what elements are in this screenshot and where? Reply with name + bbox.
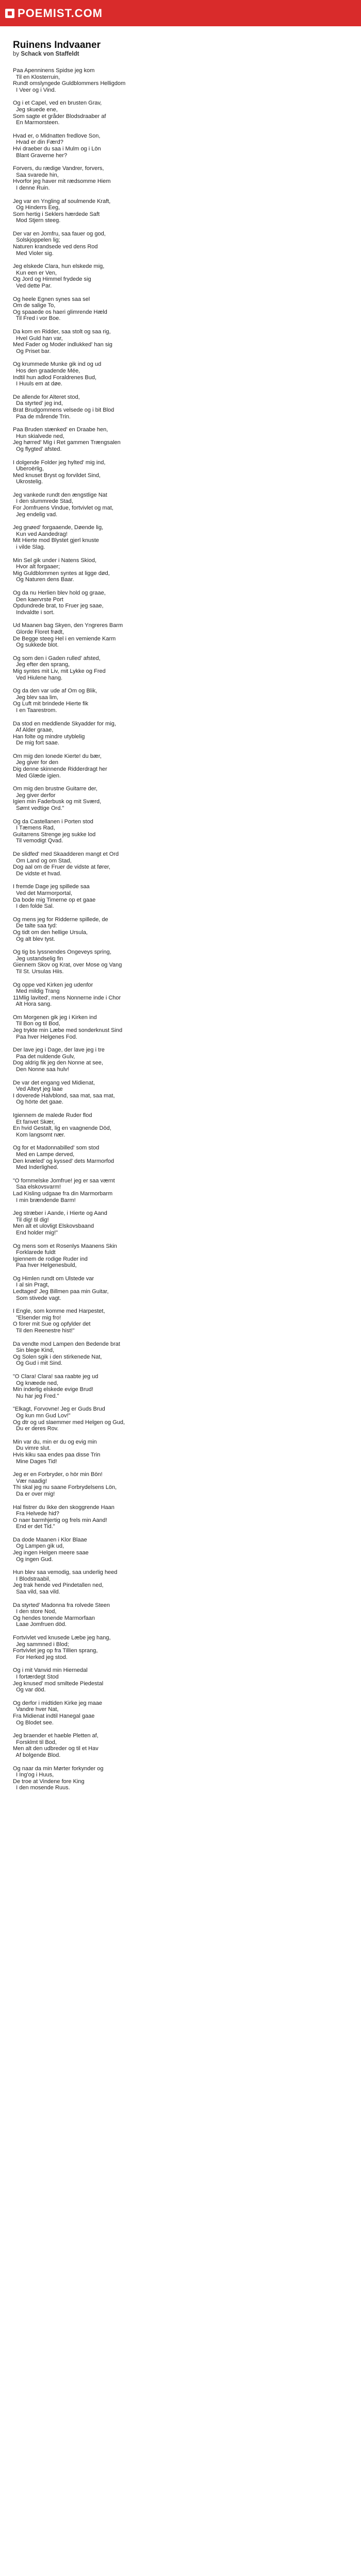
poem-line: Paa Apenninens Spidse jeg kom xyxy=(13,67,95,74)
poem-line: Om mig den brustne Guitarre der, xyxy=(13,786,97,792)
poem-line: I den slummrede Stad, xyxy=(13,498,73,505)
poem-line: "O Clara! Clara! saa raabte jeg ud xyxy=(13,1374,99,1380)
poem-line: Du er deres Rov. xyxy=(13,1426,59,1432)
poem-line: Den kaervrste Port xyxy=(13,596,63,603)
poem-stanza xyxy=(13,1700,361,1726)
poem-stanza xyxy=(13,198,361,224)
poem-line: Og hendes tonende Marmorfaan xyxy=(13,1615,95,1621)
poem-stanza xyxy=(13,851,361,877)
poem-stanza xyxy=(13,1635,361,1660)
poem-line: Og kun mn Gud Lov!" xyxy=(13,1412,71,1419)
poem-stanza xyxy=(13,917,361,942)
poem-line: Paa hver Helgenesbuld, xyxy=(13,1262,77,1269)
poem-line: Som stivede vagt. xyxy=(13,1295,61,1301)
poem-line: Og Solen sgik i den stirkenede Nat, xyxy=(13,1353,102,1360)
poem-line: Jeg trykte min Læbe med sonderknust Sind xyxy=(13,1027,123,1034)
poem-line: Og alt blev tyst. xyxy=(13,936,55,942)
poem-stanza xyxy=(13,394,361,420)
poem-line: Med knuset Bryst og forvildet Sind, xyxy=(13,472,101,479)
poem-line: I Blodstraabil, xyxy=(13,1575,51,1582)
poem-stanza xyxy=(13,1112,361,1138)
poem-line: Jeg ustandselig fin xyxy=(13,955,63,962)
poem-stanza xyxy=(13,1537,361,1563)
poem-line: Hvor alt forgaaer; xyxy=(13,564,60,570)
poem-stanza xyxy=(13,1667,361,1693)
poem-line: Om de salige To, xyxy=(13,302,56,309)
poem-line: Til den Reenestre hist!" xyxy=(13,1328,75,1334)
poem-stanza xyxy=(13,100,361,126)
poem-line: Som sagte et gråder Blodsdraaber af xyxy=(13,113,106,120)
poem-line: Solskjoppelen lig; xyxy=(13,237,60,244)
poem-line: Og da nu Herlien blev hold og graae, xyxy=(13,590,106,596)
poem-line: Dog aldrig fik jeg den Nonne at see, xyxy=(13,1060,103,1066)
poem-line: Og krummede Munke gik ind og ud xyxy=(13,361,102,368)
poem-stanza xyxy=(13,231,361,257)
poem-line: I Tæmens Rad, xyxy=(13,825,55,832)
poem-line: Da styrted' jeg ind, xyxy=(13,400,63,407)
poem-line: End holder mig!" xyxy=(13,1229,58,1236)
poem-line: Hvad er din Færd? xyxy=(13,139,63,146)
poem-line: I al sin Pragt, xyxy=(13,1282,50,1289)
poem-line: Og Priset bar. xyxy=(13,348,51,354)
poem-line: I Huuls em at døe. xyxy=(13,381,62,387)
poem-stanza xyxy=(13,1145,361,1171)
poem-stanza xyxy=(13,786,361,811)
poem-title: Ruinens Indvaaner xyxy=(13,40,101,50)
poem-line: Glorde Floret frødt, xyxy=(13,629,64,635)
poem-line: Og sukkede blot. xyxy=(13,642,59,649)
poem-body xyxy=(13,67,361,1791)
poem-stanza xyxy=(13,460,361,485)
poem-line: Og dtr og ud slaemmer med Helgen og Gud, xyxy=(13,1419,125,1426)
poem-line: Og tidt om den hellige Ursula, xyxy=(13,929,88,936)
poem-line: Guitarrens Strenge jeg sukke lod xyxy=(13,831,96,838)
poem-line: Lad Kisling udgaae fra din Marmorbarm xyxy=(13,1190,113,1197)
poem-line: Da stod en meddlende Skyadder for mig, xyxy=(13,720,116,727)
poem-line: Jeg stræber i Aande, i Hierte og Aand xyxy=(13,1210,107,1217)
poem-line: Jeg vankede rundt den ængstlige Nat xyxy=(13,492,107,498)
poem-stanza xyxy=(13,1276,361,1301)
poem-line: Paa hver Helgenes Fod. xyxy=(13,1033,77,1040)
poem-line: O forer mit Sue og opfylder det xyxy=(13,1321,91,1328)
poem-line: Og spaaede os haeri glimrende Hæld xyxy=(13,309,107,315)
poem-line: Indvaldte i sort. xyxy=(13,609,55,616)
poem-line: Der lave jeg i Dage, der lave jeg i tre xyxy=(13,1047,105,1054)
poem-stanza xyxy=(13,1178,361,1204)
poem-line: De slidfed' med Skaadderen mangt et Ord xyxy=(13,851,119,857)
poem-line: Jeg var en Yngling af soulmende Kraft, xyxy=(13,198,111,205)
poem-byline xyxy=(13,50,361,58)
poem-stanza xyxy=(13,1047,361,1073)
poem-line: De var det engang ved Midienat, xyxy=(13,1079,95,1086)
poem-line: Og for et Madonnabilled' som stod xyxy=(13,1145,100,1151)
poem-line: I doverede Halvblond, saa mat, saa mat, xyxy=(13,1092,115,1099)
poem-line: Jeg giver for den xyxy=(13,759,59,766)
poem-line: Jeg hørred' Mig i Ret gammen Trængsalen xyxy=(13,439,121,446)
poem-line: Da vendte mod Lampen den Bedende brat xyxy=(13,1341,120,1347)
poem-line: End er det Tid." xyxy=(13,1523,55,1530)
poem-line: Ved det Marmorportal, xyxy=(13,890,72,896)
poem-line: Mit Hierte mod Blystet gjerl knuste xyxy=(13,537,99,544)
poem-line: Til en Klosterruin, xyxy=(13,74,60,80)
poem-line: Da styrted' Madonna fra rolvede Steen xyxy=(13,1602,110,1608)
poem-stanza xyxy=(13,1471,361,1497)
poem-line: Ved Alteyt jeg laae xyxy=(13,1086,63,1093)
poem-line: Ledtaged' Jeg Billmen paa min Guitar, xyxy=(13,1289,109,1295)
poem-line: Til vemodigt Qvad. xyxy=(13,838,63,844)
poem-line: Og Gud i mit Sind. xyxy=(13,1360,62,1367)
poem-line: Hvorfor jeg haver mit rædsomme Hiem xyxy=(13,178,111,185)
poem-line: I Engle, som komme med Harpestet, xyxy=(13,1308,105,1315)
poem-line: Igiennem de rodige Ruder ind xyxy=(13,1256,88,1262)
poem-line: Min Sel gik under i Natens Skiod, xyxy=(13,557,97,564)
poem-line: Jeg trak hende ved Pindetallen ned, xyxy=(13,1582,104,1589)
poem-stanza xyxy=(13,1766,361,1791)
poem-line: Og Hinderrs Eeg, xyxy=(13,205,60,211)
poem-line: Alt Hora sang. xyxy=(13,1001,52,1008)
poem-stanza xyxy=(13,688,361,714)
poem-line: Jeg giver derfor xyxy=(13,792,56,799)
poem-line: Og var död. xyxy=(13,1687,46,1693)
poem-line: Med en Lampe derved, xyxy=(13,1151,75,1158)
poem-line: Da dode Maanen i Klor Blaae xyxy=(13,1536,87,1543)
poem-line: Og da den var ude af Om og Blik, xyxy=(13,688,97,694)
poem-line: "O fornmelske Jomfrue! jeg er saa værnt xyxy=(13,1177,115,1184)
poem-line: Hvel Guld han var, xyxy=(13,335,63,342)
poem-line: Paa Bruden stænked' en Draabe hen, xyxy=(13,427,108,433)
poem-line: Da kom en Ridder, saa stolt og saa rig, xyxy=(13,329,111,335)
poem-line: Og i et Capel, ved en brusten Grav, xyxy=(13,100,102,107)
poem-line: Jeg efter den sprang, xyxy=(13,662,70,668)
poem-line: Og Himlen rundt om Ulstede var xyxy=(13,1275,94,1282)
poem-line: Til St. Ursulas Hiis. xyxy=(13,968,64,975)
poem-line: Og Jord og Himmel frydede sig xyxy=(13,276,91,283)
poem-stanza xyxy=(13,1080,361,1106)
poem-container xyxy=(0,26,361,2576)
poem-line: Med mildig Trang xyxy=(13,988,60,995)
poem-stanza xyxy=(13,361,361,387)
poem-stanza xyxy=(13,819,361,844)
poem-line: Kun een er Ven, xyxy=(13,269,57,276)
poem-line: I den store Nod, xyxy=(13,1608,57,1615)
poem-line: Hos den graadende Mée, xyxy=(13,367,80,374)
poem-stanza xyxy=(13,721,361,747)
poem-line: I min brændende Barm! xyxy=(13,1197,76,1204)
poem-line: Ved dette Par. xyxy=(13,283,52,290)
poem-line: Du vimre slut. xyxy=(13,1445,51,1452)
poem-line: Fra Helvede hid? xyxy=(13,1511,59,1517)
poem-line: Ukrostelig. xyxy=(13,479,43,485)
poem-line: For Jomfruens Vindue, fortvivlet og mat, xyxy=(13,505,113,512)
poem-line: Naturen krandsede ved dens Rod xyxy=(13,244,98,250)
poem-line: Den Nonne saa hulv! xyxy=(13,1066,69,1073)
poem-line: Min inderlig elskede evige Brud! xyxy=(13,1386,93,1393)
poem-line: Af bolgende Blod. xyxy=(13,1752,61,1758)
poem-line: Fortvivlet jeg op fra Tillien sprang, xyxy=(13,1648,98,1654)
poem-line: Hal fistrer du Ikke den skoggrende Haan xyxy=(13,1504,114,1511)
poem-line: Og Lampen gik ud, xyxy=(13,1543,64,1550)
poem-line: Jeg blev saa lim, xyxy=(13,694,59,701)
poem-line: Om Land og om Stad, xyxy=(13,857,72,864)
poem-stanza xyxy=(13,524,361,550)
poem-stanza xyxy=(13,263,361,289)
poem-line: Og oppe ved Kirken jeg udenfor xyxy=(13,981,93,988)
poem-line: Og heele Egnen synes saa sel xyxy=(13,296,90,302)
poem-line: Og i mit Vanvid min Hiernedal xyxy=(13,1667,88,1674)
poem-line: Han folte og mindre utyblelig xyxy=(13,733,85,740)
poem-line: Jeg sammned i Blod; xyxy=(13,1641,69,1648)
poem-stanza xyxy=(13,1569,361,1595)
poem-stanza xyxy=(13,1210,361,1236)
logo-mark-icon xyxy=(5,9,14,18)
poem-line: Jeg er en Forbryder, o hör min Bön! xyxy=(13,1471,103,1478)
poem-line: Mod Stjern steeg. xyxy=(13,217,61,224)
poem-line: Men alt den udbreder og til et Hav xyxy=(13,1745,99,1752)
poem-line: Sømt vedtige Ord." xyxy=(13,805,64,812)
poem-line: I dolgende Folder jeg hylted' mig ind, xyxy=(13,459,106,466)
poem-line: Jeg braender et haeble Pletten af, xyxy=(13,1733,99,1739)
poem-stanza xyxy=(13,655,361,681)
poem-stanza xyxy=(13,329,361,354)
poem-line: Opdundrede brat, to Fruer jeg saae, xyxy=(13,603,104,609)
poem-line: Og som den i Gaden rulled' afsted, xyxy=(13,655,101,662)
poem-line: Om mig den Ionede Kierte! du bær, xyxy=(13,753,102,759)
poem-line: Hun skialvede ned, xyxy=(13,433,64,439)
poem-line: Rundt omslyngede Guldblommers Helligdom xyxy=(13,80,126,87)
poem-stanza xyxy=(13,1308,361,1334)
poem-line: Og naar da min Mørter forkynder og xyxy=(13,1765,104,1772)
poem-line: Vandre hver Nat, xyxy=(13,1706,59,1713)
poem-line: Brat Brudgommens velsede og i bit Blod xyxy=(13,406,114,413)
poem-line: Uberoërlig, xyxy=(13,466,44,472)
poem-line: Forklarede fuldt xyxy=(13,1249,56,1256)
poem-line: Den knæled' og kyssed' dets Marmorfod xyxy=(13,1158,114,1164)
poem-line: Et fanvet Skær, xyxy=(13,1118,55,1125)
poem-line: I Ing'og i Huus, xyxy=(13,1772,54,1778)
poem-line: I denne Ruin. xyxy=(13,184,50,191)
poem-line: Og da Castellanen i Porten stod xyxy=(13,818,93,825)
poem-stanza xyxy=(13,133,361,159)
poem-line: I den folde Sal. xyxy=(13,903,54,910)
poem-stanza xyxy=(13,296,361,322)
poem-line: Ved Hiulene hang. xyxy=(13,674,63,681)
poem-line: Mig syntes mit Liv, mit Lykke og Fred xyxy=(13,668,106,674)
poem-line: Om Morgenen gik jeg i Kirken ind xyxy=(13,1014,97,1021)
poem-line: Forsklmt til Bod, xyxy=(13,1739,57,1745)
poem-line: O naer barmhjertig og frels min Aand! xyxy=(13,1517,107,1523)
poem-line: En Marmorsteen. xyxy=(13,120,60,126)
poem-line: Igiennem de malede Ruder flod xyxy=(13,1112,92,1118)
poem-stanza xyxy=(13,1243,361,1269)
poem-stanza xyxy=(13,884,361,909)
author-prefix: by xyxy=(13,51,20,57)
poem-line: Som hertig i Seklers hærdede Saft xyxy=(13,211,100,217)
poem-stanza xyxy=(13,165,361,191)
poem-line: Forvers, du rædige Vandrer, forvers, xyxy=(13,165,104,172)
poem-stanza xyxy=(13,949,361,975)
author-link[interactable]: Schack von Staffeldt xyxy=(21,51,79,57)
poem-stanza xyxy=(13,1014,361,1040)
poem-line: Jeg gnøed' forgaaende, Døende lig, xyxy=(13,524,104,531)
poem-line: Jeg knused' mod smiltede Piedestal xyxy=(13,1680,104,1687)
poem-stanza xyxy=(13,1374,361,1399)
poem-line: Vær naadig! xyxy=(13,1478,47,1484)
poem-line: Og derfor i midtiden Kirke jeg maae xyxy=(13,1700,103,1706)
poem-line: 11Mlig lavited', mens Nonnerne inde i Chor xyxy=(13,994,121,1001)
poem-line: Hvi draeber du saa i Mulm og i Lön xyxy=(13,145,101,152)
poem-line: Mig Guldblommen syntes at ligge død, xyxy=(13,570,110,577)
poem-stanza xyxy=(13,1341,361,1367)
poem-stanza xyxy=(13,67,361,93)
poem-line: Thi skal jeg nu saane Forbrydelsens Lön, xyxy=(13,1484,117,1491)
poem-stanza xyxy=(13,1602,361,1628)
poem-line: Og flygted' afsted. xyxy=(13,446,62,452)
poem-line: I fremde Dage jeg spillede saa xyxy=(13,884,90,890)
poem-line: En hvid Gestalt, lig en vaagnende Död, xyxy=(13,1125,111,1132)
poem-line: Da er over mig! xyxy=(13,1490,55,1497)
poem-line: Fortvivlet ved knusede Læbe jeg hang, xyxy=(13,1635,111,1641)
poem-line: Og hörte det gaae. xyxy=(13,1099,63,1106)
poem-line: Og Blodet see. xyxy=(13,1719,54,1726)
poem-line: Og Luft mit brindede Hierte fik xyxy=(13,701,89,707)
poem-line: De allende for Alteret stod, xyxy=(13,394,80,400)
poem-line: "Elkagt, Forvovne! Jeg er Guds Brud xyxy=(13,1406,105,1413)
poem-stanza xyxy=(13,557,361,583)
site-logo[interactable] xyxy=(5,7,103,20)
poem-line: De talte saa tyd: xyxy=(13,923,57,929)
site-header xyxy=(0,0,361,26)
poem-stanza xyxy=(13,753,361,779)
poem-line: "Elsender mig fro! xyxy=(13,1314,61,1321)
poem-line: Med Inderlighed. xyxy=(13,1164,59,1171)
poem-line: Paa det nuldende Gulv, xyxy=(13,1053,75,1060)
poem-line: Min var du, min er du og evig min xyxy=(13,1438,97,1445)
poem-line: Til Bon og til Bod, xyxy=(13,1021,60,1027)
poem-line: Laae Jomfruen död. xyxy=(13,1621,67,1628)
poem-stanza xyxy=(13,492,361,518)
poem-line: Hun blev saa vemodig, saa underlig heed xyxy=(13,1569,118,1576)
poem-line: Da bode mig Timerne op et gaae xyxy=(13,896,96,903)
poem-line: Til dig! til dig! xyxy=(13,1216,49,1223)
poem-line: I fortærdegt Stod xyxy=(13,1673,59,1680)
poem-line: Hvad er, o Midnatten fredlove Son, xyxy=(13,132,101,139)
poem-line: Hvis kiku saa endes paa disse Trin xyxy=(13,1451,101,1458)
poem-line: Dig denne skinnende Ridderdragt her xyxy=(13,766,107,773)
poem-line: Med Fader og Moder indlukked' han sig xyxy=(13,342,112,348)
poem-line: I Veer og i Vind. xyxy=(13,87,56,93)
poem-line: Med Violer sig. xyxy=(13,250,54,257)
poem-stanza xyxy=(13,982,361,1008)
poem-stanza xyxy=(13,622,361,648)
poem-line: Fra Midienat indtil Hanegal gaae xyxy=(13,1713,95,1719)
poem-line: Saa elskovsvarm! xyxy=(13,1184,61,1191)
poem-stanza xyxy=(13,427,361,452)
poem-line: Men alt et ulovligt Elskovsbaand xyxy=(13,1223,94,1230)
poem-line: De Begge steeg Hel i en vemiende Karm xyxy=(13,635,116,642)
poem-line: Paa de mårende Trin. xyxy=(13,413,71,420)
poem-stanza xyxy=(13,1439,361,1465)
poem-line: Sin blege Kind, xyxy=(13,1347,55,1354)
poem-line: Af Alder graae, xyxy=(13,727,54,734)
poem-line: Igien min Faderbusk og mit Sværd, xyxy=(13,799,102,805)
poem-stanza xyxy=(13,1406,361,1432)
poem-stanza xyxy=(13,590,361,616)
poem-line: Med Glæde igien. xyxy=(13,772,61,779)
poem-line: Kun ved Aandedrag! xyxy=(13,531,68,537)
poem-line: Saa svarede hin, xyxy=(13,172,59,178)
poem-line: Mine Dages Tid! xyxy=(13,1458,57,1465)
poem-line: Og knæede ned, xyxy=(13,1380,59,1386)
poem-line: Og tig bs lyssnendes Ongeveys spring, xyxy=(13,949,111,956)
poem-line: Blant Graverne her? xyxy=(13,152,68,159)
logo-text: POEMIST.COM xyxy=(18,6,103,20)
poem-line: For Herked jeg stod. xyxy=(13,1654,68,1660)
poem-line: Jeg ingen Helgen meere saae xyxy=(13,1550,89,1556)
poem-line: Til Fred i vor Boe. xyxy=(13,315,61,322)
poem-line: Nu har jeg Fred." xyxy=(13,1393,59,1399)
poem-line: Saa vild, saa vild. xyxy=(13,1589,60,1596)
poem-line: Indtil hun adlod Foraldrenes Bud, xyxy=(13,374,97,381)
poem-line: Jeg endelig vad. xyxy=(13,511,58,518)
poem-line: Giennem Skov og Krat, over Mose og Vang xyxy=(13,962,122,969)
poem-stanza xyxy=(13,1504,361,1530)
poem-line: Dog aal om de Fruer de vidste at fører, xyxy=(13,864,110,871)
poem-line: Og mens som et Rosenlys Maanens Skin xyxy=(13,1243,117,1249)
poem-line: De vidste et hvad. xyxy=(13,870,62,877)
poem-line: I den mosende Ruus. xyxy=(13,1785,70,1791)
poem-line: De troe at Vindene fore King xyxy=(13,1778,85,1785)
poem-line: Og Naturen dens Baar. xyxy=(13,577,74,583)
poem-line: Jeg elskede Clara, hun elskede mig, xyxy=(13,263,105,270)
poem-line: Og ingen Gud. xyxy=(13,1556,53,1563)
poem-line: Jeg skuede ene, xyxy=(13,106,58,113)
poem-line: Kom langsomt nær. xyxy=(13,1131,65,1138)
poem-line: Ud Maanen bag Skyen, den Yngreres Barm xyxy=(13,622,123,629)
poem-stanza xyxy=(13,1733,361,1758)
poem-line: I en Taarestrom. xyxy=(13,707,57,714)
poem-line: De mig fort saae. xyxy=(13,740,59,747)
poem-line: Og mens jeg for Ridderne spillede, de xyxy=(13,916,108,923)
poem-line: i vilde Slag. xyxy=(13,544,45,551)
poem-line: Der var en Jomfru, saa fauer og god, xyxy=(13,230,106,237)
